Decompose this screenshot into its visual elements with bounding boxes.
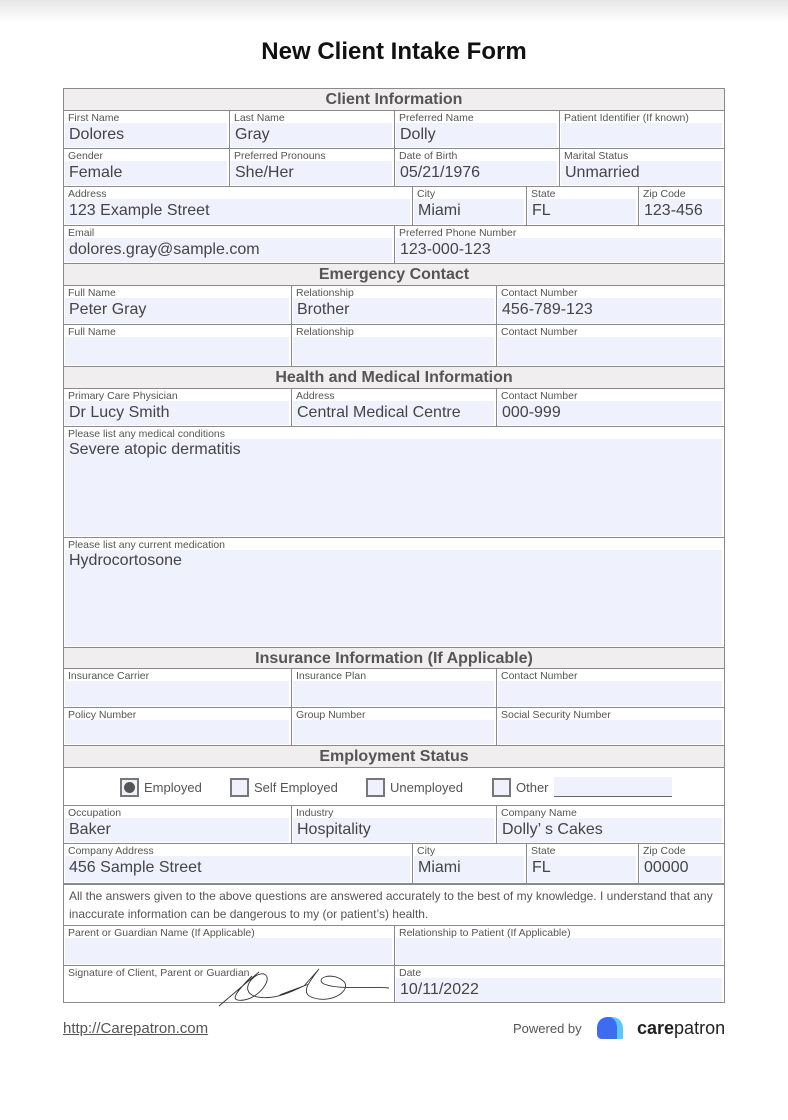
emergency-2-name-field[interactable] <box>64 325 292 366</box>
pronouns-label: Preferred Pronouns <box>234 150 326 162</box>
date-value: 10/11/2022 <box>400 981 479 998</box>
emergency-2-relationship-label: Relationship <box>296 326 354 338</box>
address-label: Address <box>68 188 107 200</box>
insurance-plan-field[interactable] <box>292 669 497 707</box>
ssn-field[interactable] <box>497 708 724 745</box>
marital-status-field[interactable] <box>560 149 724 186</box>
powered-by-text: Powered by <box>513 1021 582 1036</box>
insurance-contact-field[interactable] <box>497 669 724 707</box>
industry-label: Industry <box>296 807 334 819</box>
industry-field[interactable] <box>292 806 497 843</box>
state-label: State <box>531 188 556 200</box>
company-name-label: Company Name <box>501 807 577 819</box>
email-field[interactable] <box>64 226 395 263</box>
last-name-label: Last Name <box>234 112 285 124</box>
city-value: Miami <box>418 202 461 219</box>
industry-value: Hospitality <box>297 821 371 838</box>
date-label: Date <box>399 967 422 979</box>
carepatron-link[interactable]: http://Carepatron.com <box>63 1020 209 1037</box>
policy-number-field[interactable] <box>64 708 292 745</box>
option-other[interactable] <box>492 768 672 806</box>
company-city-label: City <box>417 845 436 857</box>
option-self-employed-label: Self Employed <box>254 779 338 795</box>
state-field[interactable] <box>527 187 639 225</box>
preferred-name-label: Preferred Name <box>399 112 474 124</box>
section-health-medical: Health and Medical Information <box>64 367 724 389</box>
medication-label: Please list any current medication <box>68 539 225 551</box>
physician-value: Dr Lucy Smith <box>69 404 170 421</box>
zip-label: Zip Code <box>643 188 686 200</box>
preferred-name-field[interactable] <box>395 111 560 148</box>
state-value: FL <box>532 202 551 219</box>
emergency-row-2 <box>64 325 724 367</box>
emergency-1-contact-value: 456-789-123 <box>502 301 593 318</box>
medical-conditions-value: Severe atopic dermatitis <box>69 441 241 458</box>
carepatron-logo-icon <box>597 1015 633 1041</box>
company-state-label: State <box>531 845 556 857</box>
first-name-value: Dolores <box>69 126 125 143</box>
emergency-row-1 <box>64 286 724 325</box>
physician-contact-label: Contact Number <box>501 390 578 402</box>
emergency-1-name-value: Peter Gray <box>69 301 147 318</box>
physician-address-label: Address <box>296 390 335 402</box>
gender-label: Gender <box>68 150 104 162</box>
emergency-1-relationship-value: Brother <box>297 301 350 318</box>
section-client-information: Client Information <box>64 89 724 111</box>
row-declaration <box>64 884 724 926</box>
brand-rest: patron <box>674 1018 726 1038</box>
company-city-field[interactable] <box>413 844 527 883</box>
company-state-value: FL <box>532 859 551 876</box>
group-number-label: Group Number <box>296 709 366 721</box>
brand-bold: care <box>637 1018 675 1038</box>
ssn-label: Social Security Number <box>501 709 611 721</box>
city-field[interactable] <box>413 187 527 225</box>
row-insurance-1 <box>64 669 724 708</box>
guardian-name-field[interactable] <box>64 926 395 965</box>
phone-field[interactable] <box>395 226 724 263</box>
physician-field[interactable] <box>64 389 292 426</box>
emergency-2-contact-field[interactable] <box>497 325 724 366</box>
gender-field[interactable] <box>64 149 230 186</box>
option-self-employed[interactable] <box>230 768 338 806</box>
company-address-value: 456 Sample Street <box>69 859 202 876</box>
zip-field[interactable] <box>639 187 724 225</box>
emergency-1-name-label: Full Name <box>68 287 116 299</box>
emergency-1-name-field[interactable] <box>64 286 292 324</box>
physician-contact-field[interactable] <box>497 389 724 426</box>
other-input[interactable] <box>554 777 672 797</box>
option-other-label: Other <box>516 779 549 795</box>
company-address-field[interactable] <box>64 844 413 883</box>
option-unemployed-label: Unemployed <box>390 779 463 795</box>
row-guardian <box>64 926 724 966</box>
row-medication <box>64 538 724 648</box>
insurance-carrier-label: Insurance Carrier <box>68 670 150 682</box>
email-label: Email <box>68 227 95 239</box>
guardian-relationship-label: Relationship to Patient (If Applicable) <box>399 927 571 939</box>
medication-field[interactable] <box>64 538 724 647</box>
carepatron-brand <box>637 1018 725 1039</box>
occupation-label: Occupation <box>68 807 122 819</box>
medical-conditions-label: Please list any medical conditions <box>68 428 225 440</box>
pronouns-field[interactable] <box>230 149 395 186</box>
company-zip-label: Zip Code <box>643 845 686 857</box>
date-field[interactable] <box>395 966 724 1003</box>
phone-value: 123-000-123 <box>400 241 491 258</box>
selected-dot-icon <box>124 782 135 793</box>
dob-label: Date of Birth <box>399 150 458 162</box>
phone-label: Preferred Phone Number <box>399 227 517 239</box>
checkbox-unemployed[interactable] <box>366 778 385 797</box>
company-zip-field[interactable] <box>639 844 724 883</box>
row-occupation <box>64 806 724 844</box>
intake-form <box>63 88 725 1003</box>
emergency-2-contact-label: Contact Number <box>501 326 578 338</box>
section-emergency-contact: Emergency Contact <box>64 264 724 286</box>
guardian-relationship-field[interactable] <box>395 926 724 965</box>
zip-value: 123-456 <box>644 202 703 219</box>
emergency-1-relationship-label: Relationship <box>296 287 354 299</box>
medical-conditions-field[interactable] <box>64 427 724 537</box>
company-city-value: Miami <box>418 859 461 876</box>
row-email <box>64 226 724 264</box>
medication-value: Hydrocortosone <box>69 552 182 569</box>
company-name-value: Dolly’ s Cakes <box>502 821 603 838</box>
marital-status-label: Marital Status <box>564 150 629 162</box>
emergency-1-contact-field[interactable] <box>497 286 724 324</box>
row-medical-conditions <box>64 427 724 538</box>
first-name-field[interactable] <box>64 111 230 148</box>
email-value: dolores.gray@sample.com <box>69 241 260 258</box>
row-names <box>64 111 724 149</box>
physician-label: Primary Care Physician <box>68 390 178 402</box>
declaration-text: All the answers given to the above questions are answered accurately to the best of my knowledge. I understand that any inaccurate information can be dangerous to my (or patient’s) health. <box>69 889 713 921</box>
option-unemployed[interactable] <box>366 768 463 806</box>
preferred-name-value: Dolly <box>400 126 436 143</box>
insurance-contact-label: Contact Number <box>501 670 578 682</box>
company-name-field[interactable] <box>497 806 724 843</box>
occupation-value: Baker <box>69 821 111 838</box>
patient-identifier-label: Patient Identifier (If known) <box>564 112 689 124</box>
top-shade <box>0 0 788 22</box>
dob-value: 05/21/1976 <box>400 164 481 181</box>
emergency-2-name-label: Full Name <box>68 326 116 338</box>
signature-label: Signature of Client, Parent or Guardian <box>68 967 250 979</box>
checkbox-other[interactable] <box>492 778 511 797</box>
company-zip-value: 00000 <box>644 859 689 876</box>
row-address <box>64 187 724 226</box>
group-number-field[interactable] <box>292 708 497 745</box>
physician-contact-value: 000-999 <box>502 404 561 421</box>
section-employment: Employment Status <box>64 746 724 768</box>
gender-value: Female <box>69 164 123 181</box>
dob-field[interactable] <box>395 149 560 186</box>
pronouns-value: She/Her <box>235 164 294 181</box>
occupation-field[interactable] <box>64 806 292 843</box>
last-name-value: Gray <box>235 126 270 143</box>
policy-number-label: Policy Number <box>68 709 137 721</box>
row-physician <box>64 389 724 427</box>
row-gender <box>64 149 724 187</box>
row-signature <box>64 966 724 1003</box>
address-field[interactable] <box>64 187 413 225</box>
insurance-plan-label: Insurance Plan <box>296 670 367 682</box>
row-employment-options <box>64 768 724 806</box>
section-insurance: Insurance Information (If Applicable) <box>64 648 724 669</box>
insurance-carrier-field[interactable] <box>64 669 292 707</box>
company-state-field[interactable] <box>527 844 639 883</box>
address-value: 123 Example Street <box>69 202 210 219</box>
company-address-label: Company Address <box>68 845 154 857</box>
row-company-address <box>64 844 724 884</box>
physician-address-value: Central Medical Centre <box>297 404 461 421</box>
option-employed-label: Employed <box>144 779 202 795</box>
physician-address-field[interactable] <box>292 389 497 426</box>
first-name-label: First Name <box>68 112 120 124</box>
row-insurance-2 <box>64 708 724 746</box>
emergency-2-relationship-field[interactable] <box>292 325 497 366</box>
patient-identifier-field[interactable] <box>560 111 724 148</box>
emergency-1-relationship-field[interactable] <box>292 286 497 324</box>
emergency-1-contact-label: Contact Number <box>501 287 578 299</box>
checkbox-self-employed[interactable] <box>230 778 249 797</box>
radio-employed[interactable] <box>120 778 139 797</box>
marital-status-value: Unmarried <box>565 164 640 181</box>
last-name-field[interactable] <box>230 111 395 148</box>
option-employed[interactable] <box>120 768 202 806</box>
guardian-name-label: Parent or Guardian Name (If Applicable) <box>68 927 255 939</box>
page-title: New Client Intake Form <box>261 38 527 65</box>
city-label: City <box>417 188 436 200</box>
signature-field[interactable] <box>64 966 395 1003</box>
